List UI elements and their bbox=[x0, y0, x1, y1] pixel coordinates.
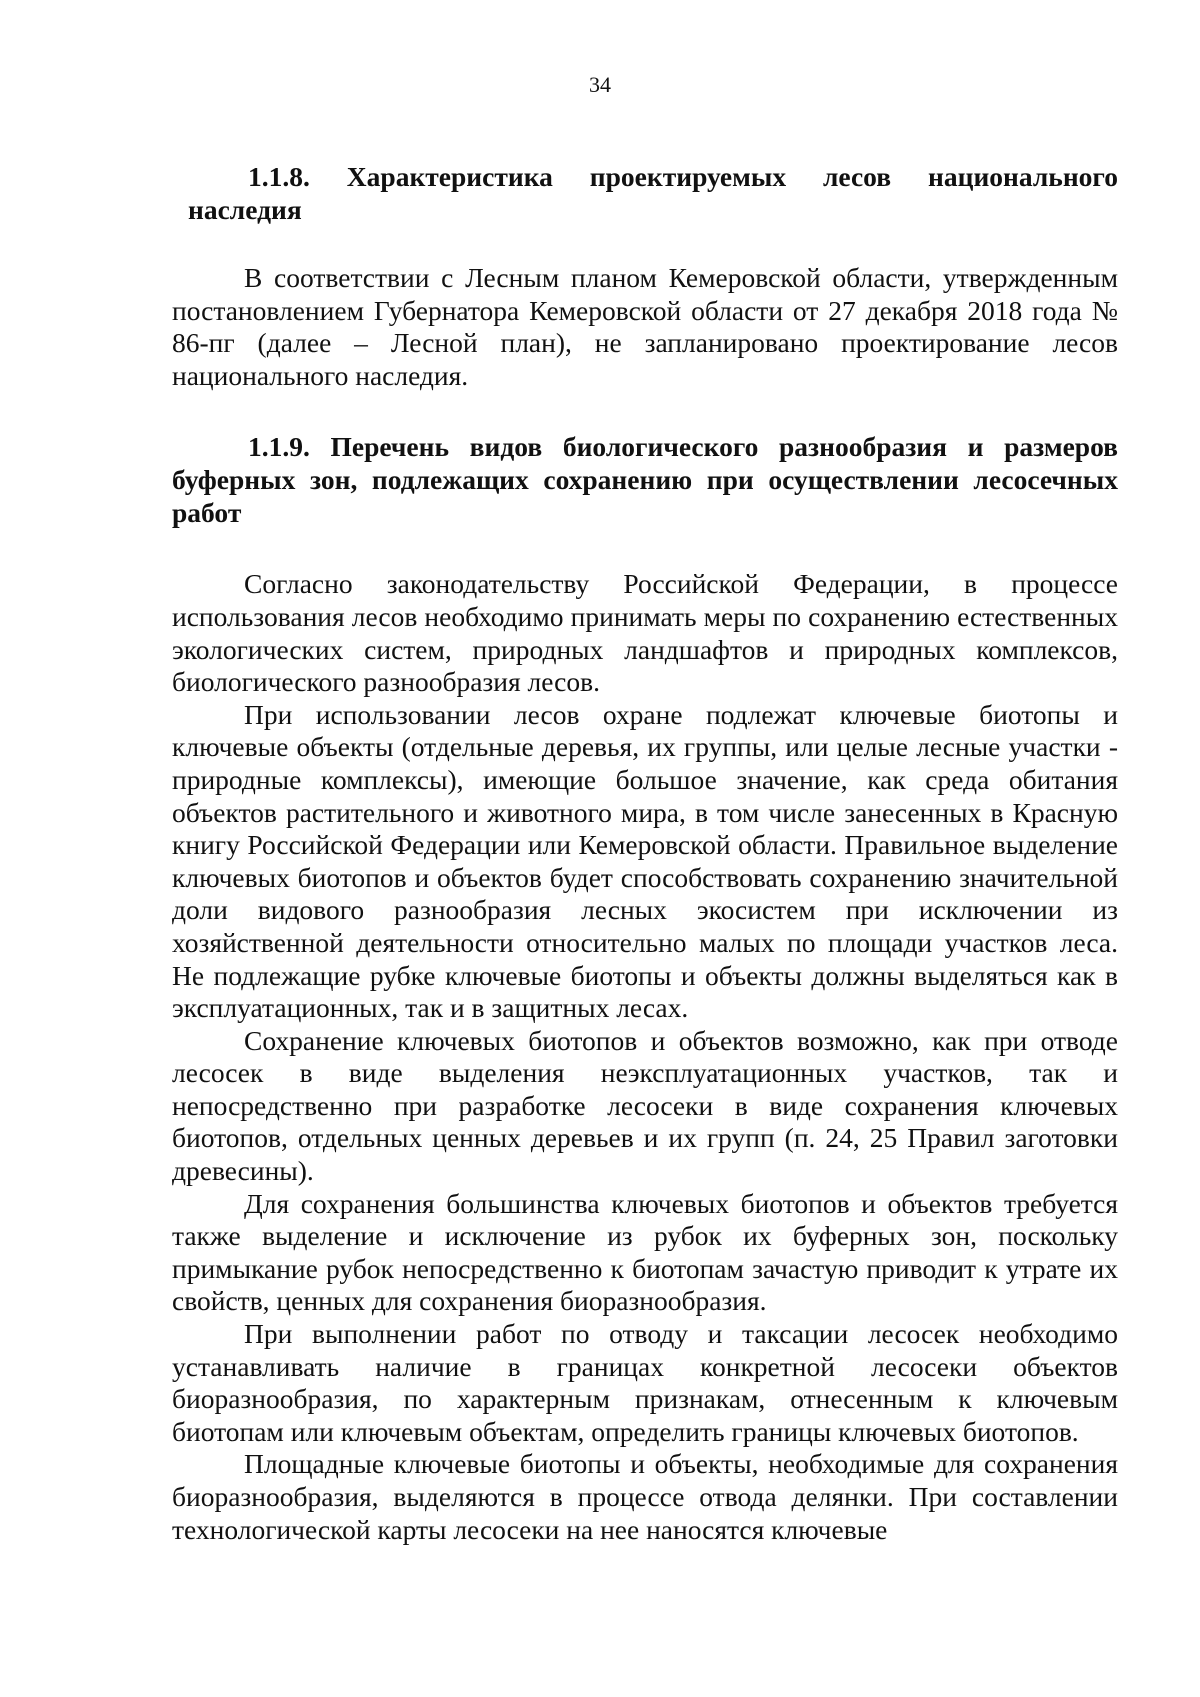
section-1-1-9-paragraph-6: Площадные ключевые биотопы и объекты, необходимые для сохранения биоразнообразия, выделяются в процессе отвода делянки. При составлении технологической карты лесосеки на нее наносятся ключевые bbox=[172, 1448, 1118, 1545]
section-1-1-9-paragraph-3: Сохранение ключевых биотопов и объектов возможно, как при отводе лесосек в виде выделения неэксплуатационных участков, так и непосредственно при разработке лесосеки в виде сохранения ключевых биотопов, отдельных ценных деревьев и их групп (п. 24, 25 Правил заготовки древесины). bbox=[172, 1024, 1118, 1187]
section-heading-1-1-8: 1.1.8. Характеристика проектируемых лесов национального наследия bbox=[188, 161, 1118, 225]
page-content bbox=[172, 160, 1118, 1546]
section-1-1-9-paragraph-2: При использовании лесов охране подлежат ключевые биотопы и ключевые объекты (отдельные деревья, их группы, или целые лесные участки - природные комплексы), имеющие большое значение, как среда обитания объектов растительного и животного мира, в том числе занесенных в Красную книгу Российской Федерации или Кемеровской области. Правильное выделение ключевых биотопов и объектов будет способствовать сохранению значительной доли видового разнообразия лесных экосистем при исключении из хозяйственной деятельности относительно малых по площади участков леса. Не подлежащие рубке ключевые биотопы и объекты должны выделяться как в эксплуатационных, так и в защитных лесах. bbox=[172, 698, 1118, 1024]
section-1-1-9-paragraph-5: При выполнении работ по отводу и таксации лесосек необходимо устанавливать наличие в границах конкретной лесосеки объектов биоразнообразия, по характерным признакам, отнесенным к ключевым биотопам или ключевым объектам, определить границы ключевых биотопов. bbox=[172, 1318, 1118, 1447]
section-1-1-9-paragraph-4: Для сохранения большинства ключевых биотопов и объектов требуется также выделение и исключение из рубок их буферных зон, поскольку примыкание рубок непосредственно к биотопам зачастую приводит к утрате их свойств, ценных для сохранения биоразнообразия. bbox=[172, 1187, 1118, 1317]
section-1-1-8-paragraph: В соответствии с Лесным планом Кемеровской области, утвержденным постановлением Губернатора Кемеровской области от 27 декабря 2018 года № 86-пг (далее – Лесной план), не запланировано проектирование лесов национального наследия. bbox=[172, 262, 1118, 391]
section-heading-1-1-9: 1.1.9. Перечень видов биологического разнообразия и размеров буферных зон, подлежащих сохранению при осуществлении лесосечных работ bbox=[172, 431, 1118, 529]
section-1-1-9-paragraph-1: Согласно законодательству Российской Федерации, в процессе использования лесов необходимо принимать меры по сохранению естественных экологических систем, природных ландшафтов и природных комплексов, биологического разнообразия лесов. bbox=[172, 568, 1118, 698]
page-number: 34 bbox=[589, 72, 611, 97]
